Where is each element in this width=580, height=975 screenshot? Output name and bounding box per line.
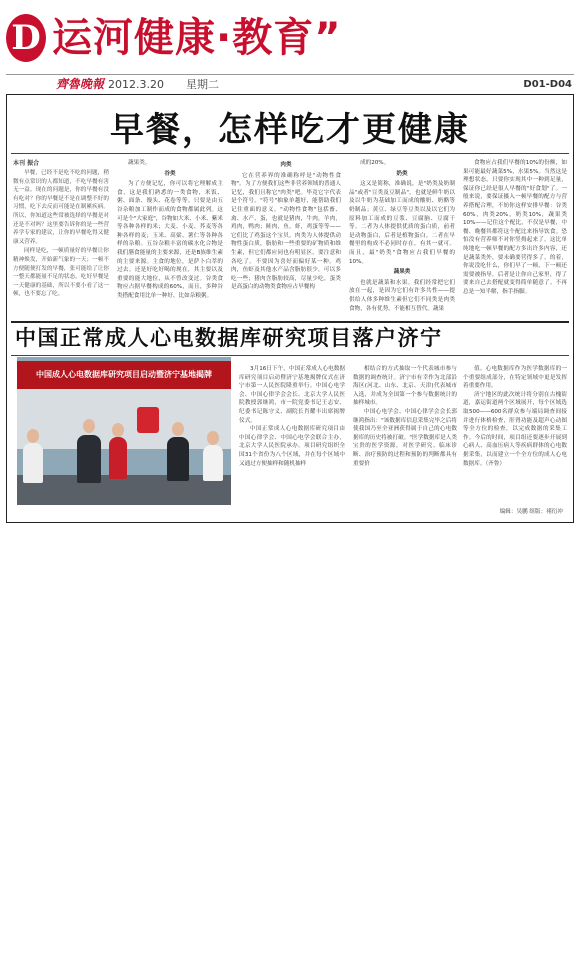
photo-person-head — [27, 429, 39, 443]
news-frame — [6, 94, 574, 523]
article-headline-ecg: 中国正常成人心电数据库研究项目落户济宁 — [15, 326, 443, 350]
photo-person-head — [207, 431, 219, 445]
issue-date: 2012.3.20 — [108, 78, 164, 91]
byline: 本刊 振合 — [13, 160, 40, 167]
article2-column-1 — [239, 365, 345, 515]
section-subheading: 肉类 — [280, 162, 292, 168]
paragraph: 它在营养界的准确称呼是"动物性食物"。为了方便我们这些非营养领域的普通人记忆，我们且称它"肉类"吧。毕竟它字代表是个符号。"符号"抽象单越好，能帮助我们记住重面的意义。"动物性食物"包括畜、禽、水产、蛋，也就是猪肉，牛肉，羊肉，鸡肉，鸭肉；鲑肉，鱼，虾，鸡蛋等等——它们比了鸡蛋这个宝贝。肉类为人体提供动物性蛋白质，脂肪和一些重要的矿物质和维生素，但它们都应同也有明显区。要注意和各吃了。不要因为喜好而偏好某一种。鸡肉，鱼虾及其他水产品含脂肪很少，可以多吃一些；猪肉含脂肪较高，尽量少吃。蛋类是高蛋白的动物类食物应占早餐构 — [231, 172, 341, 291]
article-column-1 — [13, 159, 109, 319]
paragraph: 值。心电数据库作为医学数据库的一个重要组成部分，在特定领域中更是发挥着重要作用。 — [463, 366, 567, 390]
paragraph: 成的20%。 — [360, 160, 390, 166]
section-title-text: 运河健康·教育 — [52, 15, 315, 61]
article-headline-breakfast: 早餐，怎样吃才更健康 — [110, 110, 470, 150]
paragraph: 济宁地区的此次统计将分别在古槐街道，嘉运街道两个区域展开，每个区域选取500——600名群众参与端局调查间接并进行体格检查，肝肾功能及超声心动图等全方位的检查，以完成数据的采集工作。今后的时间，项目组还要逐步开展到心病人、高血压病人等疾病群体的心电数据采集，以而建立一个全方位的成人心电数据库。（齐鲁） — [463, 391, 567, 467]
section-title — [52, 12, 342, 64]
article-column-3 — [231, 159, 341, 319]
divider — [11, 355, 569, 356]
section-title-quote: ” — [314, 15, 342, 61]
issue-weekday: 星期二 — [186, 78, 219, 91]
paragraph: 同样是吃，一顿质量好的早餐让你精神焕发，开始新气象的一天；一顿不方便随便打发的早餐，张可能给了让你一整天都能量不足的状态。吃好早餐是一天健康的基础，所以不要小看了这一顿，也不要忘了吃。 — [13, 248, 109, 298]
section-subheading: 谷类 — [164, 170, 176, 177]
paragraph: 蔬果类。 — [128, 160, 151, 166]
article-column-5 — [463, 159, 567, 319]
photo-person — [109, 437, 127, 479]
paragraph: 早餐，已经不是吃不吃的问题，稍微有点常识的人都知道，不吃早餐有害无一益。现在的问题是，你的早餐有没有吃对？你的早餐是不是在调整不好的习惯，吃下去反而可能是在制累疾病。所以，你知道这些常被选择的早餐是对还是不对吗？这里要告诉你的是一些营养学专家的建议，让你的早餐吃得又健康又营养。 — [13, 170, 109, 245]
article2-column-2 — [353, 365, 457, 515]
section-subheading: 蔬果类 — [393, 269, 411, 276]
photo-plaque-cover — [137, 407, 159, 433]
section-subheading: 奶类 — [396, 170, 408, 177]
paragraph: 食物应占我们早餐的10%的份额，如果可能最好蔬菜5%，水果5%。当然这是理想状态，只要你实现其中一种到足量，保证你已经是很人早餐的"好食划"了。一般来说，要保证摄入一顿早餐的配方与营养搭配合理，不妨你这样安排早餐：谷类60%，肉类20%，奶类10%，蔬果类10%——记住这个配比，不仅是早餐，中餐、晚餐其都符这个配比来指导饮食。恐怕没有营养师不对你竖拇起来了。这比单纯地吃一顿早餐的配方多出许多内容，还是蔬菜类外，要未确要营得多了。的着，你说没吃什么，你们早了一顿，下一顿还需要被指导，后者是让你自己家里，得了要来自己去搭配就变得简单随意了。不再总是一知半解，指手指脚。 — [463, 160, 567, 295]
photo-person-head — [83, 419, 95, 433]
paragraph: 为了方便记忆，你可以将它理解成主食，这是我们熟悉的一类食物，米饭、粥、面条、馒头、花卷等等。只要是由五谷杂粮加工制作而成的食物都属此列。这可是个"大家庭"，谷物如大米、小米、紫米等各种各样的米；大麦、小麦、荞麦等各种各样的麦；玉米、高粱、薯仁等各种各样的杂粮。五谷杂粮丰富的碳水化合物是我们膳食能量的主要来源，还是B族维生素的主要来源。主食的地位，是萨卜白萃的过去。还是好吃好喝的现在，其主要以及重要的能大地位，从不曾改变过。谷类食物应占据早餐构成的60%，而且，多种谷类搭配食用比单一种好，比如杂粮粥。 — [117, 181, 223, 299]
news-photo — [17, 357, 231, 505]
page-range: D01-D04 — [523, 79, 572, 90]
article-column-2 — [117, 159, 223, 319]
photo-person — [203, 445, 223, 481]
newspaper-name: 齊魯晚報 — [56, 77, 105, 91]
editor-credits: 编辑：吴鹏 组版：褚衍冲 — [499, 509, 563, 515]
photo-person — [167, 437, 189, 481]
article-column-4 — [349, 159, 455, 319]
paragraph: 3月16日下午，中国正常成人心电数据库研究项目启动暨济宁基地揭牌仪式在济宁市第一人民医院隆重举行。中国心电学会、中国心律学会会长、北京大学人民医院教授郭继鸿，市一院党委书记王志安、纪委书记陈守义、副院长肖耀丰出席揭牌仪式。 — [239, 366, 345, 424]
paragraph: 相结合的方式抽取一个代表城市参与数据的调查统计。济宁市有幸作为北部沿海区(河北、山东、北京、天津)代表城市入选，并成为全国第一个参与数据统计的抽样城市。 — [353, 366, 457, 407]
paragraph: 也就是蔬菜和水果。我们经常把它们放在一起，是因为它们有许多共性——提供给人体多种维生素但它们不同类是肉类食物，各有优势，不能相互替代。蔬果 — [349, 279, 455, 312]
divider — [11, 153, 569, 154]
photo-person-head — [172, 422, 184, 436]
photo-person — [23, 443, 43, 483]
photo-floor — [17, 475, 231, 505]
article2-column-3 — [463, 365, 567, 505]
paragraph: 这又是简称，准确说，是"奶类及奶制品"或者"豆类及豆制品"，也就是鲜牛奶以及以牛奶为基础加工而成的酸奶、奶酪等奶制品；黄豆、绿豆等豆类以及以它们为原料加工而成的豆浆、豆腐脑、豆腐干等。二者为人体提供优质的蛋白质，前者是动物蛋白，后者是植物蛋白。二者在早餐里的构成不必同时存在，有其一就可。而且，最"奶类"食物应占我们早餐的10%。 — [349, 181, 455, 265]
photo-banner: 中国成人心电数据库研究项目启动暨济宁基地揭牌 — [17, 361, 231, 389]
photo-person — [77, 435, 101, 483]
section-badge: D — [6, 14, 46, 62]
paragraph: 中国正常成人心电数据库研究项目由中国心律学会、中国心电学会联合主办，北京大学人民医院承办。项目研究组织全国31个省份为八个区域，并在每个区域中又通过方便抽样和随机抽样 — [239, 426, 345, 467]
paragraph: 中国心电学会、中国心律学会会长郭继鸿指出："该数据库信息采集完毕之后将使我国乃至全亚洲获得属于自己的心电数据库的历史将被打破。"医学数据库是人类宝贵的医学资源，对医学研究、临床诊断、治疗预防的过程和预防的判断都具有重要价 — [353, 408, 457, 467]
masthead — [6, 10, 574, 66]
photo-person-head — [112, 423, 124, 437]
issue-info-bar — [6, 74, 574, 93]
